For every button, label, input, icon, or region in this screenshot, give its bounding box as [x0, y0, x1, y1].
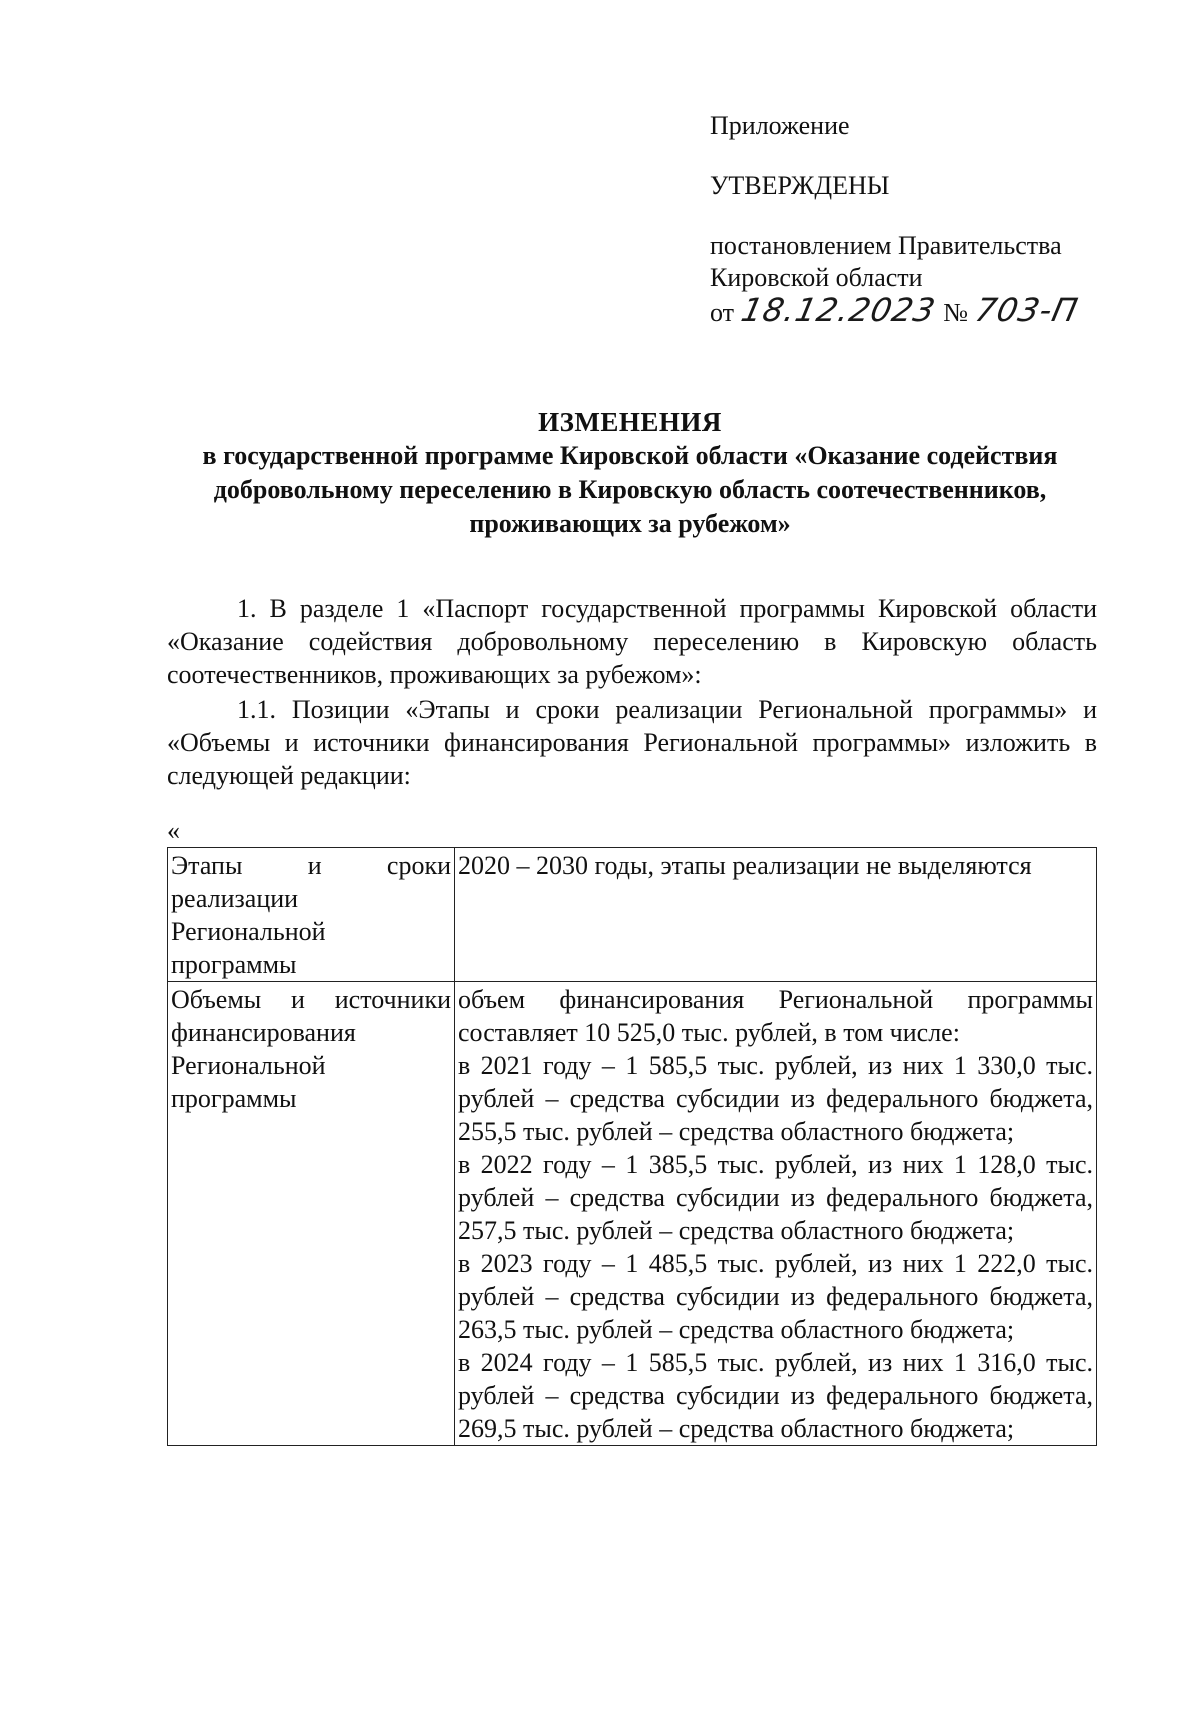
decree-line-2: Кировской области	[710, 263, 923, 292]
funding-label: Объемы и источники финансирования Региональной программы	[171, 985, 451, 1113]
passport-table	[167, 847, 1097, 1446]
paragraph-1-1: 1.1. Позиции «Этапы и сроки реализации Региональной программы» и «Объемы и источники финансирования Региональной программы» изложить в следующей редакции:	[167, 695, 1097, 790]
stages-value: 2020 – 2030 годы, этапы реализации не выделяются	[458, 851, 1032, 880]
appendix-label: Приложение	[710, 111, 850, 140]
funding-2024: в 2024 году – 1 585,5 тыс. рублей, из них 1 316,0 тыс. рублей – средства субсидии из федерального бюджета, 269,5 тыс. рублей – средства областного бюджета;	[458, 1348, 1093, 1443]
stages-value-cell	[455, 848, 1097, 982]
body-text	[167, 592, 1097, 792]
decree-date-line	[710, 291, 1130, 329]
document-title: ИЗМЕНЕНИЯ	[538, 407, 722, 437]
document-subtitle: в государственной программе Кировской области «Оказание содействия добровольному переселению в Кировскую область соотечественников, проживающих за рубежом»	[202, 441, 1058, 538]
stages-label-cell	[168, 848, 455, 982]
funding-value-cell	[455, 982, 1097, 1446]
funding-2022: в 2022 году – 1 385,5 тыс. рублей, из них 1 128,0 тыс. рублей – средства субсидии из федерального бюджета, 257,5 тыс. рублей – средства областного бюджета;	[458, 1150, 1093, 1245]
table-row	[168, 982, 1097, 1446]
funding-intro: объем финансирования Региональной программы составляет 10 525,0 тыс. рублей, в том числе:	[458, 985, 1093, 1047]
funding-label-cell	[168, 982, 455, 1446]
funding-2021: в 2021 году – 1 585,5 тыс. рублей, из них 1 330,0 тыс. рублей – средства субсидии из федерального бюджета, 255,5 тыс. рублей – средства областного бюджета;	[458, 1051, 1093, 1146]
opening-quote-mark: «	[167, 816, 180, 845]
stages-label: Этапы и сроки реализации Региональной программы	[171, 851, 451, 979]
document-title-block	[150, 405, 1110, 541]
approval-block	[710, 110, 1130, 329]
handwritten-number: 703-П	[972, 291, 1082, 329]
funding-2023: в 2023 году – 1 485,5 тыс. рублей, из них 1 222,0 тыс. рублей – средства субсидии из федерального бюджета, 263,5 тыс. рублей – средства областного бюджета;	[458, 1249, 1093, 1344]
decree-line-1: постановлением Правительства	[710, 231, 1062, 260]
table-row	[168, 848, 1097, 982]
number-label: №	[943, 298, 969, 327]
approved-label: УТВЕРЖДЕНЫ	[710, 171, 890, 200]
paragraph-1: 1. В разделе 1 «Паспорт государственной программы Кировской области «Оказание содействия добровольному переселению в Кировскую область соотечественников, проживающих за рубежом»:	[167, 594, 1097, 689]
from-label: от	[710, 298, 735, 327]
handwritten-date: 18.12.2023	[737, 291, 940, 329]
